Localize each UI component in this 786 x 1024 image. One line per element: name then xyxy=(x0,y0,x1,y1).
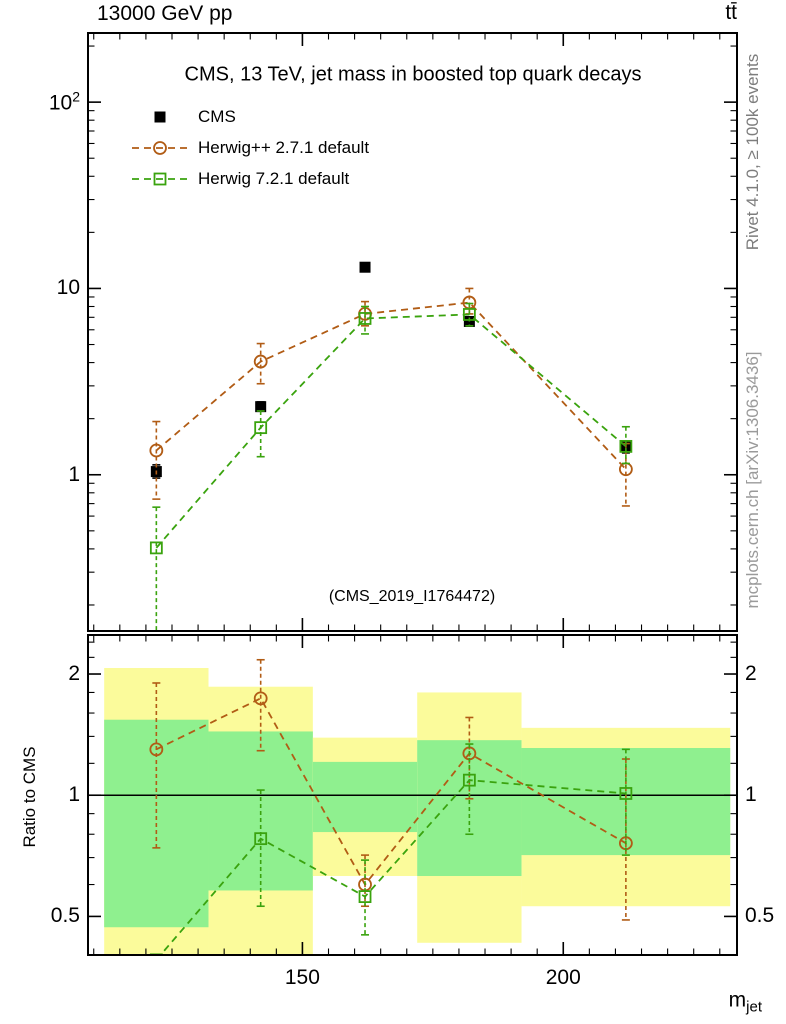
y-tick-label: 2 xyxy=(68,662,80,686)
legend-marker-herwigpp xyxy=(132,142,188,154)
ratio-plot-area xyxy=(88,660,737,966)
ratio-y-axis-title: Ratio to CMS xyxy=(20,746,39,848)
main-frame xyxy=(88,33,737,631)
x-tick-label: 150 xyxy=(284,966,320,989)
x-tick-label: 200 xyxy=(545,966,581,989)
x-axis-title: $m_{jet}$ xyxy=(728,988,762,1016)
rivet-version-label: Rivet 4.1.0, ≥ 100k events xyxy=(743,53,762,251)
y-tick-label: 1 xyxy=(68,783,80,807)
y-tick-label: 2 xyxy=(745,662,757,686)
process-label: tt̄ xyxy=(725,1,737,24)
y-tick-label: 0.5 xyxy=(50,904,80,928)
y-tick-label: 1 xyxy=(745,783,757,807)
series-herwig-2-7-1-default xyxy=(150,288,632,506)
legend-label-herwigpp: Herwig++ 2.7.1 default xyxy=(198,138,370,157)
y-tick-label: $10^2$ xyxy=(48,88,80,115)
main-axis-ticks xyxy=(88,33,737,631)
main-plot-area xyxy=(150,262,632,759)
plot-title: CMS, 13 TeV, jet mass in boosted top quark decays xyxy=(184,63,642,86)
mcplots-reference-label: mcplots.cern.ch [arXiv:1306.3436] xyxy=(743,351,762,609)
legend-label-cms: CMS xyxy=(198,107,236,126)
y-tick-label: 10 xyxy=(56,276,80,300)
series-cms xyxy=(151,262,632,478)
y-tick-label: 0.5 xyxy=(745,904,775,928)
legend-label-herwig7: Herwig 7.2.1 default xyxy=(198,169,350,188)
legend-marker-cms xyxy=(155,112,166,123)
y-tick-label: 1 xyxy=(68,462,80,486)
beam-energy-label: 13000 GeV pp xyxy=(97,2,233,25)
analysis-id-watermark: (CMS_2019_I1764472) xyxy=(328,588,496,605)
legend-marker-herwig7 xyxy=(132,174,188,185)
